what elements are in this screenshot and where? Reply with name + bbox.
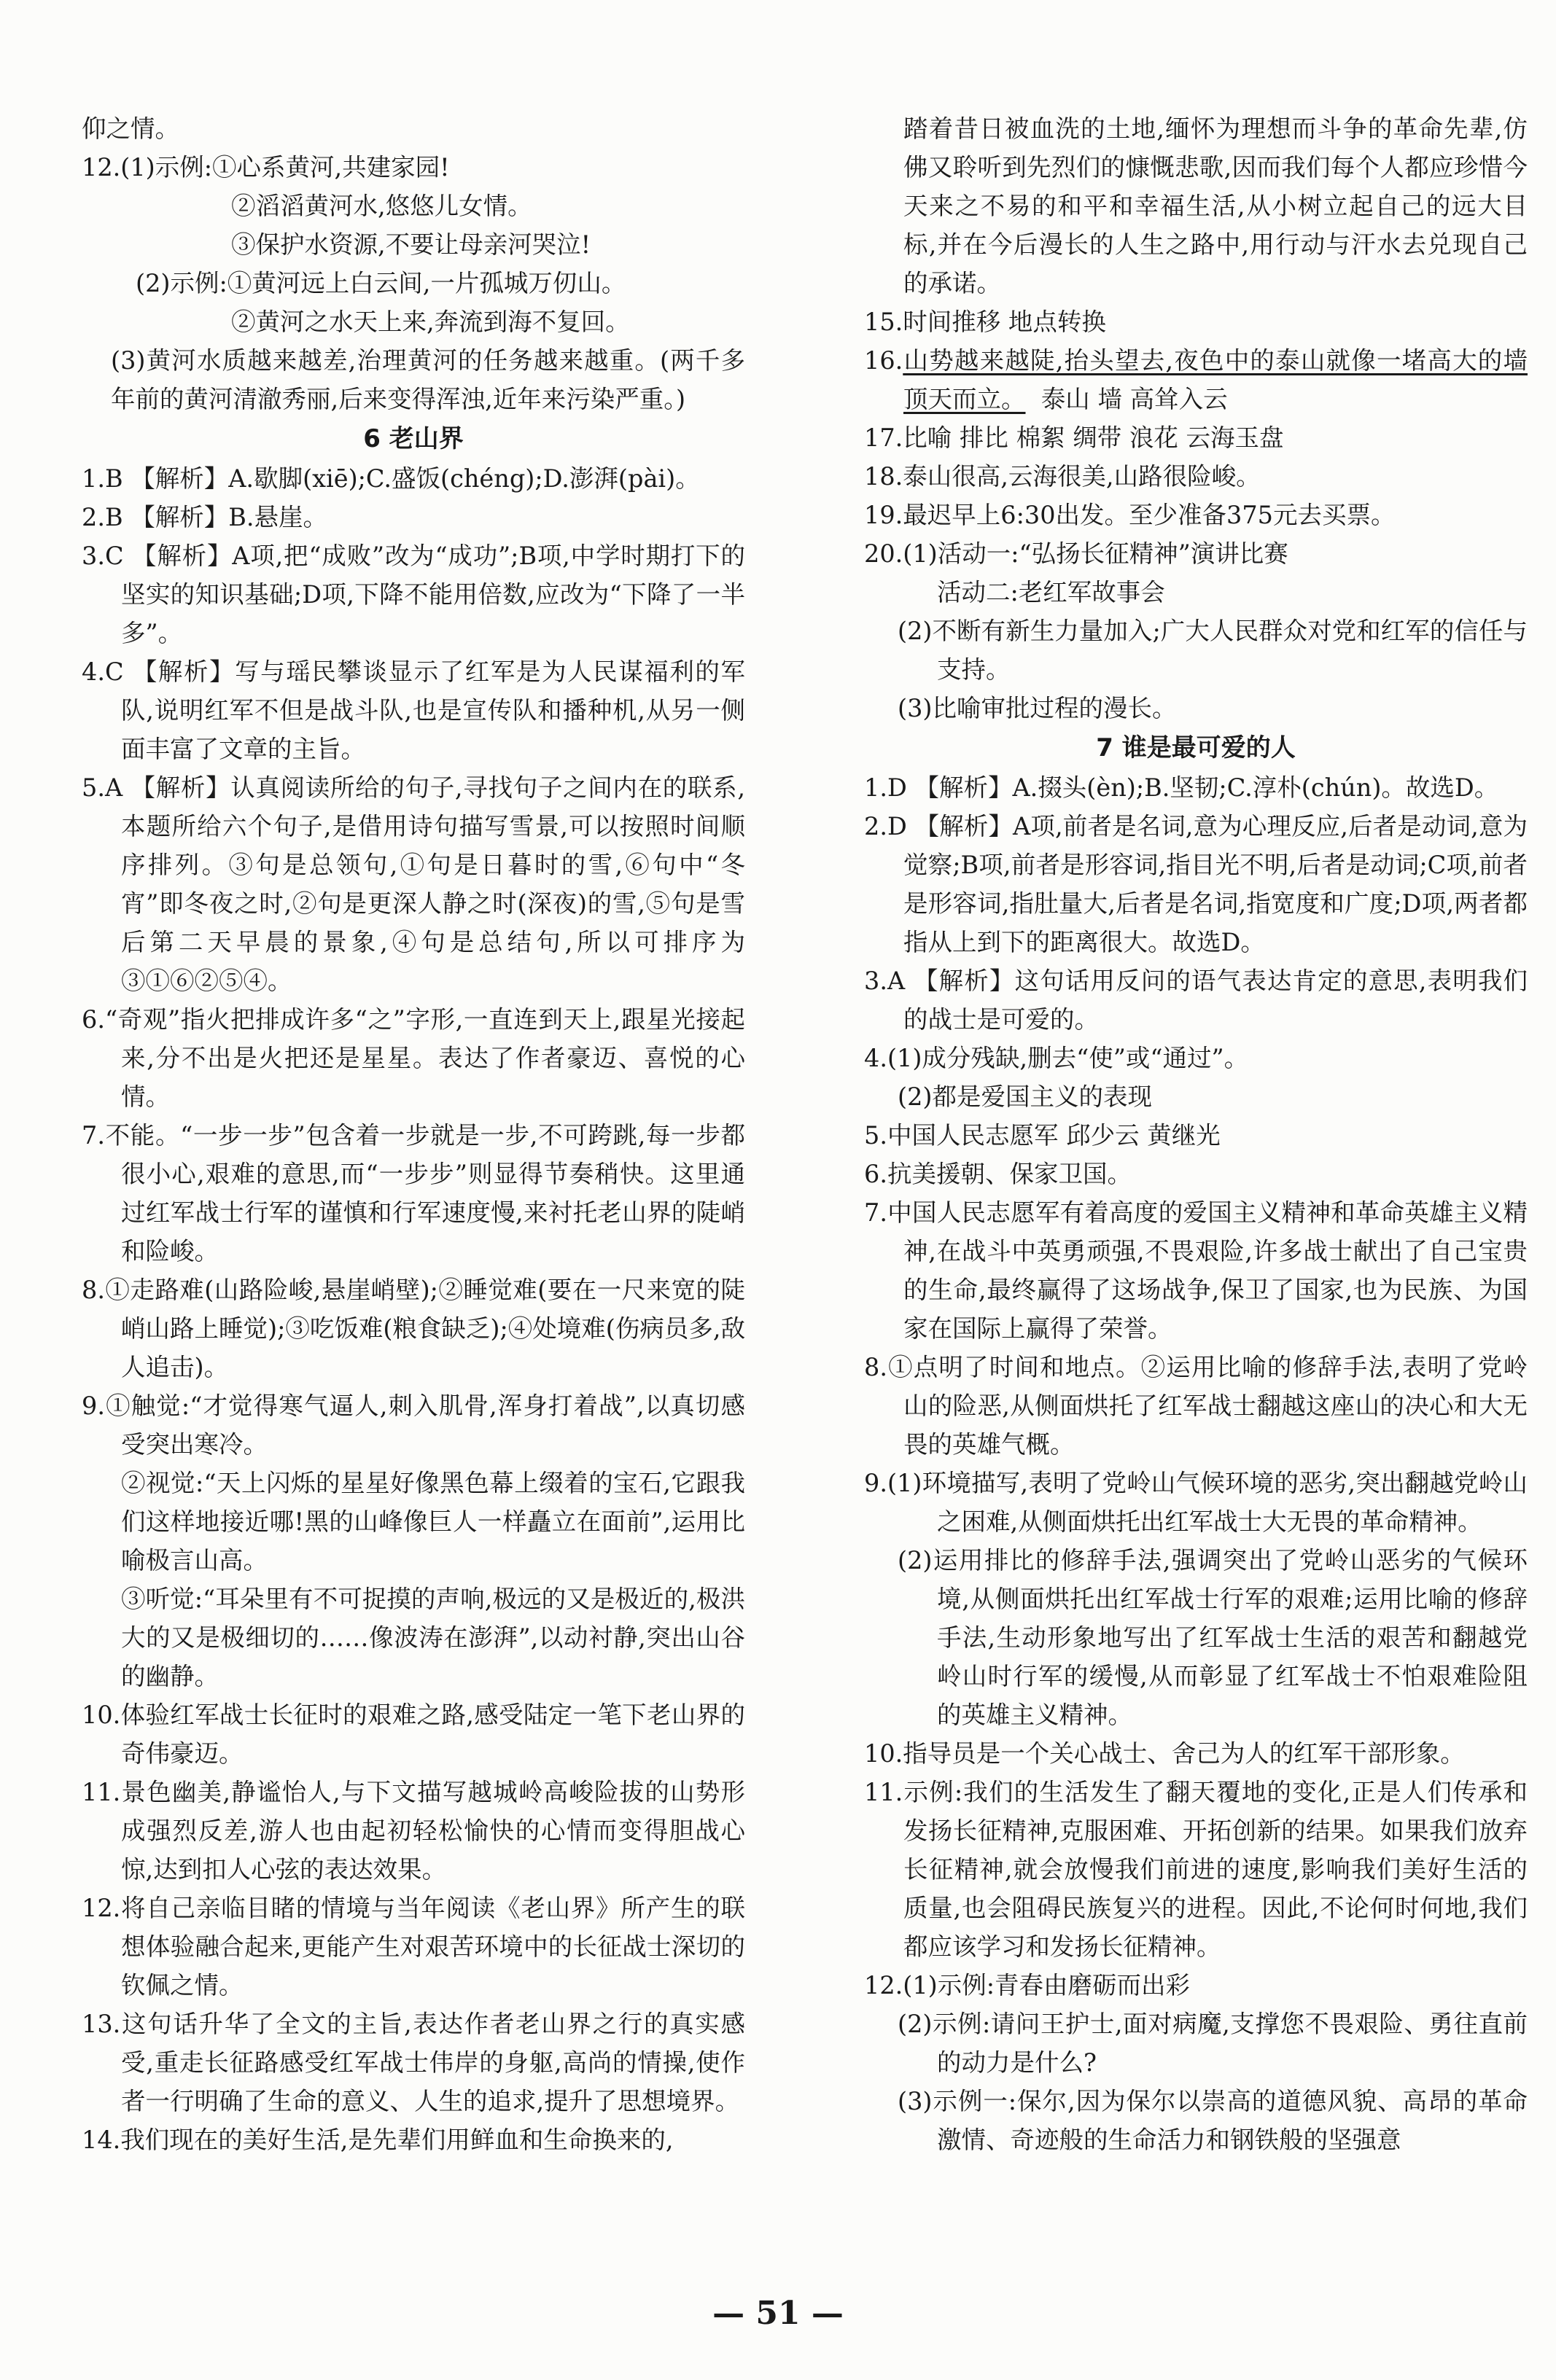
answer-subitem: (2)示例:请问王护士,面对病魔,支撑您不畏艰险、勇往直前的动力是什么?	[898, 2010, 1528, 2077]
q12-example: ③保护水资源,不要让母亲河哭泣!	[231, 230, 591, 259]
answer-item: 4.C 【解析】写与瑶民攀谈显示了红军是为人民谋福利的军队,说明红军不但是战斗队,也是宣传队和播种机,从另一侧面丰富了文章的主旨。	[82, 658, 745, 763]
page-number: — 51 —	[712, 2295, 844, 2332]
answer-subitem: (3)比喻审批过程的漫长。	[898, 694, 1177, 722]
paragraph: 踏着昔日被血洗的土地,缅怀为理想而斗争的革命先辈,仿佛又聆听到先烈们的慷慨悲歌,因而我们每个人都应珍惜今天来之不易的和平和幸福生活,从小树立起自己的远大目标,并在今后漫长的人生之路中,用行动与汗水去兑现自己的承诺。	[903, 114, 1528, 297]
answer-subitem: (3)示例一:保尔,因为保尔以崇高的道德风貌、高昂的革命激情、奇迹般的生命活力和钢铁般的坚强意	[898, 2087, 1528, 2154]
q16-keywords: 泰山 墙 高耸入云	[1040, 385, 1228, 413]
answer-item: 5.中国人民志愿军 邱少云 黄继光	[864, 1121, 1221, 1150]
answer-item: 13.这句话升华了全文的主旨,表达作者老山界之行的真实感受,重走长征路感受红军战士伟岸的身躯,高尚的情操,使作者一行明确了生命的意义、人生的追求,提升了思想境界。	[82, 2010, 745, 2115]
answer-item: 1.D 【解析】A.掇头(èn);B.坚韧;C.淳朴(chún)。故选D。	[864, 773, 1499, 802]
answer-item: 3.C 【解析】A项,把“成败”改为“成功”;B项,中学时期打下的坚实的知识基础;D项,下降不能用倍数,应改为“下降了一半多”。	[82, 542, 745, 647]
answer-item: 10.指导员是一个关心战士、舍己为人的红军干部形象。	[864, 1739, 1465, 1768]
answer-subitem: ②视觉:“天上闪烁的星星好像黑色幕上缀着的宝石,它跟我们这样地接近哪!黑的山峰像巨人一样矗立在面前”,运用比喻极言山高。	[121, 1469, 745, 1575]
answer-item: 8.①走路难(山路险峻,悬崖峭壁);②睡觉难(要在一尺来宽的陡峭山路上睡觉);③吃饭难(粮食缺乏);④处境难(伤病员多,敌人追击)。	[82, 1276, 745, 1381]
answer-item: 6.抗美援朝、保家卫国。	[864, 1160, 1132, 1188]
answer-subitem: (2)运用排比的修辞手法,强调突出了党岭山恶劣的气候环境,从侧面烘托出红军战士行军的艰难;运用比喻的修辞手法,生动形象地写出了红军战士生活的艰苦和翻越党岭山时行军的缓慢,从而彰显了红军战士不怕艰难险阻的英雄主义精神。	[898, 1546, 1528, 1729]
answer-item: 15.时间推移 地点转换	[864, 308, 1106, 336]
answer-item: 11.景色幽美,静谧怡人,与下文描写越城岭高峻险拔的山势形成强烈反差,游人也由起初轻松愉快的心情而变得胆战心惊,达到扣人心弦的表达效果。	[82, 1778, 745, 1884]
answer-item: 18.泰山很高,云海很美,山路很险峻。	[864, 462, 1261, 491]
q12-part3: (3)黄河水质越来越差,治理黄河的任务越来越重。(两千多年前的黄河清澈秀丽,后来变得浑浊,近年来污染严重。)	[111, 346, 745, 413]
answer-item: 2.B 【解析】B.悬崖。	[82, 503, 327, 531]
answer-item: 10.体验红军战士长征时的艰难之路,感受陆定一笔下老山界的奇伟豪迈。	[82, 1701, 745, 1768]
answer-item: 11.示例:我们的生活发生了翻天覆地的变化,正是人们传承和发扬长征精神,克服困难、开拓创新的结果。如果我们放弃长征精神,就会放慢我们前进的速度,影响我们美好生活的质量,也会阻碍民族复兴的进程。因此,不论何时何地,我们都应该学习和发扬长征精神。	[864, 1778, 1528, 1961]
q12-example: ②滔滔黄河水,悠悠儿女情。	[231, 192, 532, 220]
right-column	[864, 109, 1528, 2159]
answer-subitem: (2)都是爱国主义的表现	[898, 1082, 1152, 1111]
answer-subitem: 活动二:老红军故事会	[937, 578, 1165, 606]
answer-item: 19.最迟早上6:30出发。至少准备375元去买票。	[864, 501, 1396, 529]
section-heading-keai: 7 谁是最可爱的人	[1096, 733, 1296, 762]
q12-part1: 12.(1)示例:①心系黄河,共建家园!	[82, 153, 450, 182]
answer-item: 8.①点明了时间和地点。②运用比喻的修辞手法,表明了党岭山的险恶,从侧面烘托了红军战士翻越这座山的决心和大无畏的英雄气概。	[864, 1353, 1528, 1459]
answer-subitem: (2)不断有新生力量加入;广大人民群众对党和红军的信任与支持。	[898, 617, 1528, 684]
answer-item: 17.比喻 排比 棉絮 绸带 浪花 云海玉盘	[864, 424, 1284, 452]
section-heading-laoshanjie: 6 老山界	[363, 424, 464, 453]
answer-subitem: ③听觉:“耳朵里有不可捉摸的声响,极远的又是极近的,极洪大的又是极细切的……像波涛在澎湃”,以动衬静,突出山谷的幽静。	[121, 1585, 745, 1690]
answer-item: 9.①触觉:“才觉得寒气逼人,刺入肌骨,浑身打着战”,以真切感受突出寒冷。	[82, 1392, 745, 1459]
answer-item: 6.“奇观”指火把排成许多“之”字形,一直连到天上,跟星光接起来,分不出是火把还是星星。表达了作者豪迈、喜悦的心情。	[82, 1005, 745, 1111]
answer-item: 12.将自己亲临目睹的情境与当年阅读《老山界》所产生的联想体验融合起来,更能产生对艰苦环境中的长征战士深切的钦佩之情。	[82, 1894, 745, 1999]
answer-item: 4.(1)成分残缺,删去“使”或“通过”。	[864, 1044, 1249, 1072]
answer-item: 9.(1)环境描写,表明了党岭山气候环境的恶劣,突出翻越党岭山之困难,从侧面烘托出红军战士大无畏的革命精神。	[864, 1469, 1528, 1536]
answer-item: 14.我们现在的美好生活,是先辈们用鲜血和生命换来的,	[82, 2126, 674, 2154]
q16-underlined: 山势越来越陡,抬头望去,夜色中的泰山就像一堵高大的墙顶天而立。	[903, 346, 1528, 413]
left-column	[82, 109, 745, 2159]
answer-item: 3.A 【解析】这句话用反问的语气表达肯定的意思,表明我们的战士是可爱的。	[864, 967, 1528, 1034]
paragraph: 仰之情。	[82, 114, 179, 143]
q12-part2: (2)示例:①黄河远上白云间,一片孤城万仞山。	[136, 269, 626, 297]
answer-item: 1.B 【解析】A.歇脚(xiē);C.盛饭(chéng);D.澎湃(pài)。	[82, 464, 700, 493]
answer-item: 12.(1)示例:青春由磨砺而出彩	[864, 1971, 1191, 1999]
answer-item-16	[864, 341, 1528, 418]
answer-item: 7.不能。“一步一步”包含着一步就是一步,不可跨跳,每一步都很小心,艰难的意思,而“一步步”则显得节奏稍快。这里通过红军战士行军的谨慎和行军速度慢,来衬托老山界的陡峭和险峻。	[82, 1121, 745, 1265]
answer-item: 5.A 【解析】认真阅读所给的句子,寻找句子之间内在的联系,本题所给六个句子,是借用诗句描写雪景,可以按照时间顺序排列。③句是总领句,①句是日暮时的雪,⑥句中“冬宵”即冬夜之时,②句是更深人静之时(深夜)的雪,⑤句是雪后第二天早晨的景象,④句是总结句,所以可排序为③①⑥②⑤④。	[82, 773, 745, 995]
q12-example: ②黄河之水天上来,奔流到海不复回。	[231, 308, 630, 336]
answer-item: 7.中国人民志愿军有着高度的爱国主义精神和革命英雄主义精神,在战斗中英勇顽强,不畏艰险,许多战士献出了自己宝贵的生命,最终赢得了这场战争,保卫了国家,也为民族、为国家在国际上赢得了荣誉。	[864, 1198, 1528, 1343]
answer-item: 20.(1)活动一:“弘扬长征精神”演讲比赛	[864, 539, 1288, 568]
answer-item: 2.D 【解析】A项,前者是名词,意为心理反应,后者是动词,意为觉察;B项,前者是形容词,指目光不明,后者是动词;C项,前者是形容词,指肚量大,后者是名词,指宽度和广度;D项,两者都指从上到下的距离很大。故选D。	[864, 812, 1528, 956]
q16-number: 16.	[864, 346, 903, 375]
